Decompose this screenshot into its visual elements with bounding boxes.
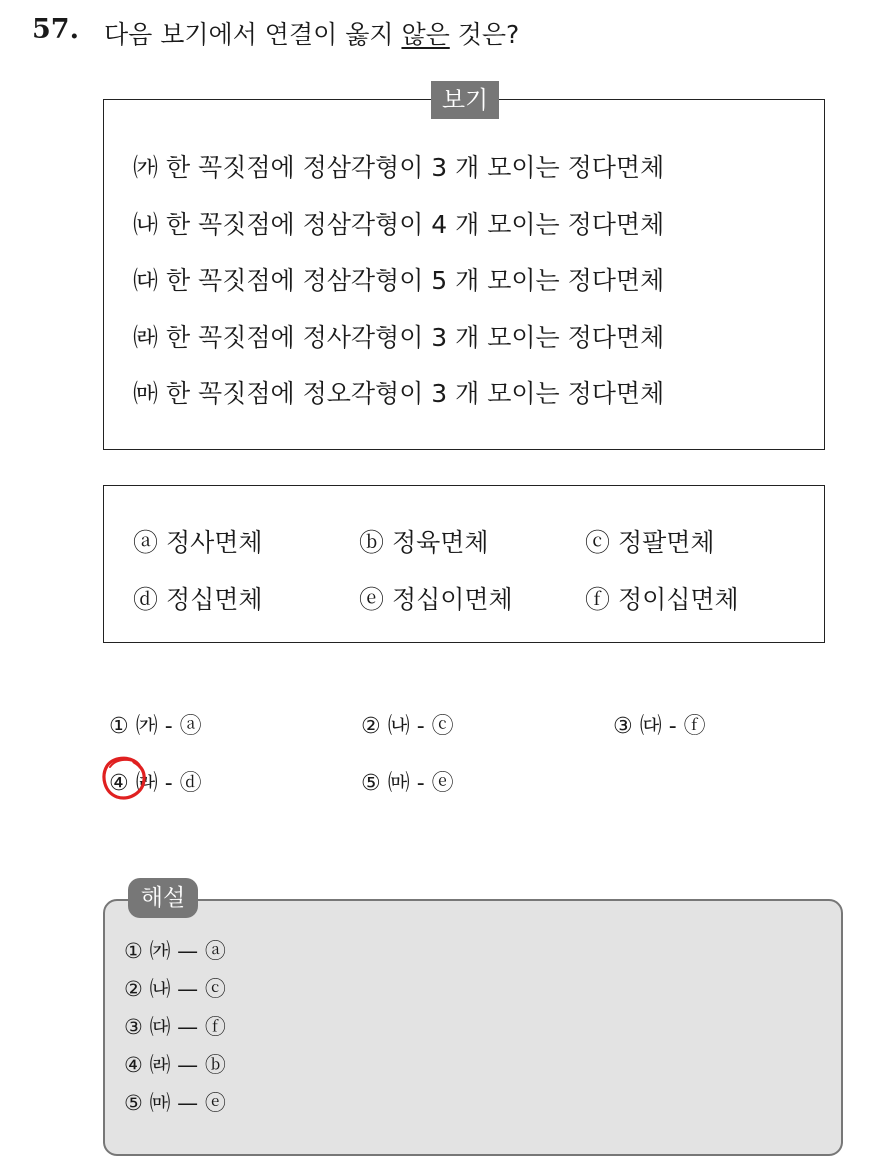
question-text-before: 다음 보기에서 연결이 옳지 xyxy=(104,20,402,49)
choice-5[interactable]: ⑤ ㈒ - ⓔ xyxy=(361,771,454,796)
question-number: 57. xyxy=(32,14,79,45)
bogi-line-ma: ㈒ 한 꼭짓점에 정오각형이 3 개 모이는 정다면체 xyxy=(133,379,665,408)
choice-3[interactable]: ③ ㈐ - ⓕ xyxy=(613,714,706,739)
term-f: ⓕ 정이십면체 xyxy=(585,585,739,614)
explanation-line-1: ① ㈎ — ⓐ xyxy=(124,939,226,963)
bogi-line-ga: ㈎ 한 꼭짓점에 정삼각형이 3 개 모이는 정다면체 xyxy=(133,153,665,182)
explanation-title: 해설 xyxy=(128,878,198,918)
question-text-underlined: 않은 xyxy=(401,20,450,49)
explanation-line-5: ⑤ ㈒ — ⓔ xyxy=(124,1091,226,1115)
explanation-line-3: ③ ㈐ — ⓕ xyxy=(124,1015,226,1039)
terms-box xyxy=(103,485,825,643)
term-a: ⓐ 정사면체 xyxy=(133,528,263,557)
bogi-line-na: ㈏ 한 꼭짓점에 정삼각형이 4 개 모이는 정다면체 xyxy=(133,210,665,239)
term-b: ⓑ 정육면체 xyxy=(359,528,489,557)
bogi-title: 보기 xyxy=(431,81,499,119)
term-d: ⓓ 정십면체 xyxy=(133,585,263,614)
choice-4[interactable]: ④ ㈑ - ⓓ xyxy=(109,771,202,796)
choice-1[interactable]: ① ㈎ - ⓐ xyxy=(109,714,202,739)
term-c: ⓒ 정팔면체 xyxy=(585,528,715,557)
choice-2[interactable]: ② ㈏ - ⓒ xyxy=(361,714,454,739)
explanation-line-4: ④ ㈑ — ⓑ xyxy=(124,1053,226,1077)
answer-mark-circle xyxy=(100,752,148,802)
bogi-line-da: ㈐ 한 꼭짓점에 정삼각형이 5 개 모이는 정다면체 xyxy=(133,266,665,295)
term-e: ⓔ 정십이면체 xyxy=(359,585,513,614)
explanation-line-2: ② ㈏ — ⓒ xyxy=(124,977,226,1001)
question-text-after: 것은? xyxy=(449,20,520,49)
bogi-line-ra: ㈑ 한 꼭짓점에 정사각형이 3 개 모이는 정다면체 xyxy=(133,323,665,352)
question-text xyxy=(104,15,519,51)
